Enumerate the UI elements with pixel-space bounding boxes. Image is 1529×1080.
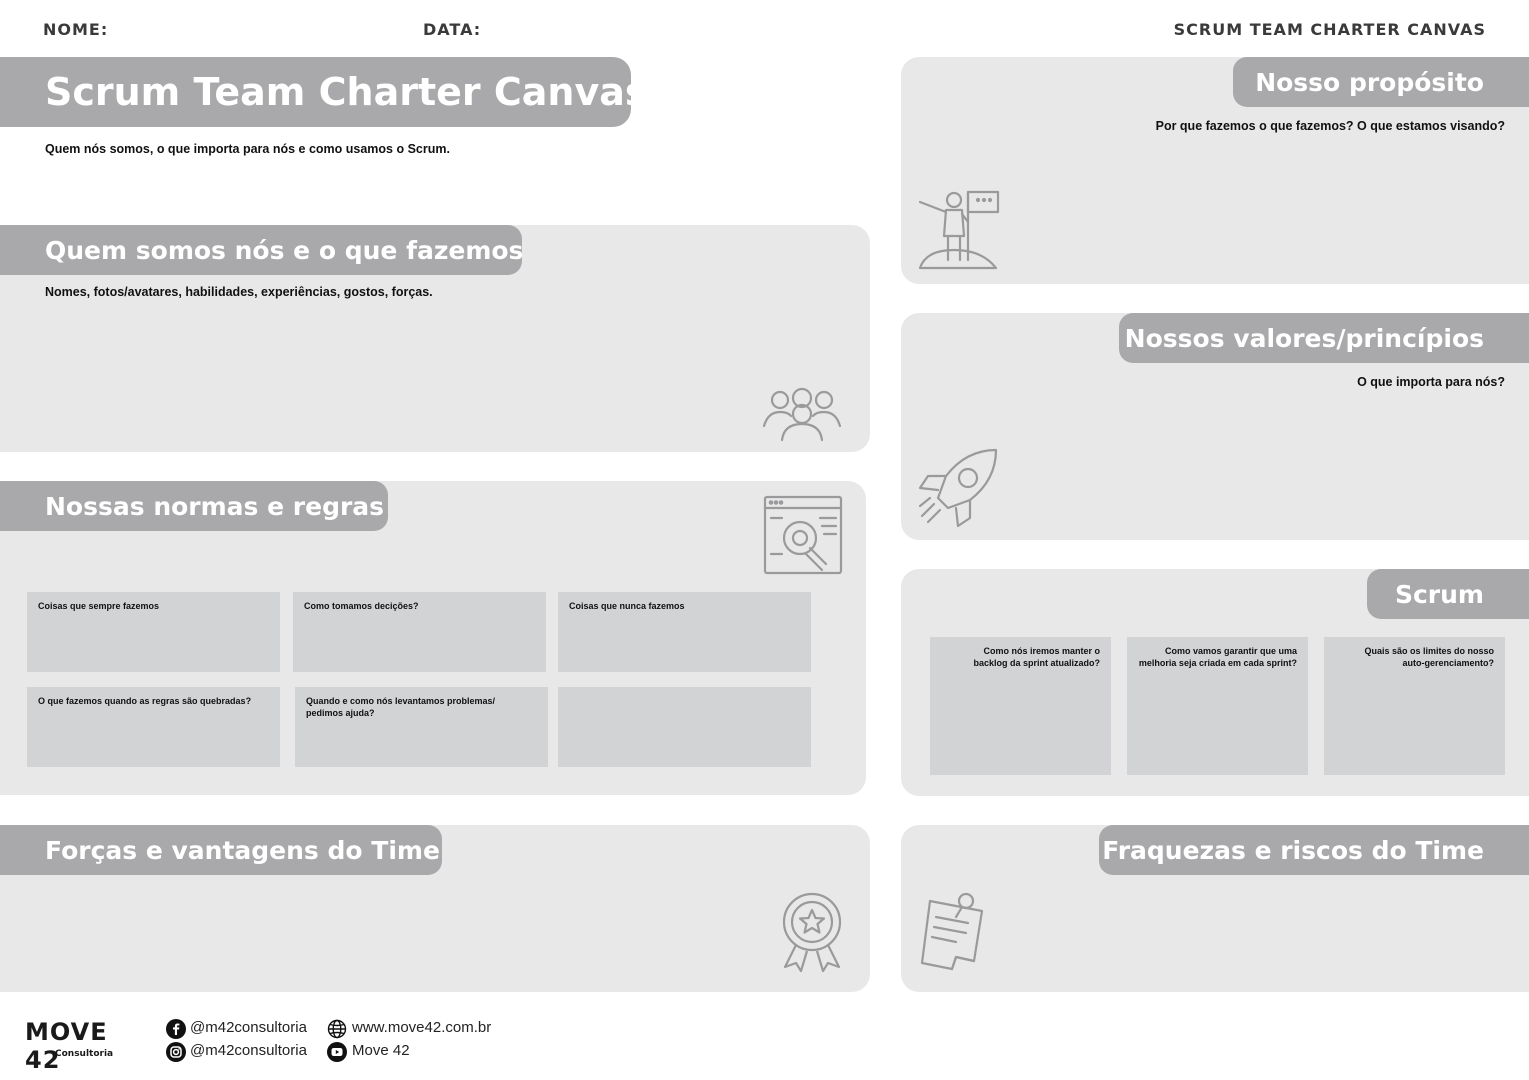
facebook-icon[interactable] <box>166 1019 186 1039</box>
normas-box-empty[interactable] <box>558 687 811 767</box>
proposito-description: Por que fazemos o que fazemos? O que estamos visando? <box>1155 119 1505 133</box>
forcas-heading: Forças e vantagens do Time <box>0 825 442 875</box>
data-label: DATA: <box>423 20 482 39</box>
instagram-handle[interactable]: @m42consultoria <box>190 1042 307 1059</box>
valores-heading: Nossos valores/princípios <box>1119 313 1529 363</box>
settings-webpage-icon <box>762 494 844 576</box>
scrum-box-melhoria[interactable]: Como vamos garantir que uma melhoria seja criada em cada sprint? <box>1127 637 1308 775</box>
person-flag-icon <box>916 188 1000 270</box>
normas-box-sempre[interactable]: Coisas que sempre fazemos <box>27 592 280 672</box>
normas-box-problemas[interactable]: Quando e como nós levantamos problemas/ pedimos ajuda? <box>295 687 548 767</box>
scrum-box-backlog[interactable]: Como nós iremos manter o backlog da sprint atualizado? <box>930 637 1111 775</box>
website-link[interactable]: www.move42.com.br <box>352 1019 492 1036</box>
logo-text: MOVE 42 <box>25 1018 108 1074</box>
normas-box-decisoes[interactable]: Como tomamos decições? <box>293 592 546 672</box>
normas-heading: Nossas normas e regras <box>0 481 388 531</box>
normas-box-nunca[interactable]: Coisas que nunca fazemos <box>558 592 811 672</box>
proposito-heading: Nosso propósito <box>1233 57 1529 107</box>
rocket-icon <box>916 446 1000 530</box>
youtube-icon[interactable] <box>327 1042 347 1062</box>
scrum-box-limites[interactable]: Quais são os limites do nosso auto-gerenciamento? <box>1324 637 1505 775</box>
brand-logo <box>25 1018 145 1074</box>
logo-subtitle: Consultoria <box>55 1049 114 1059</box>
quem-somos-description: Nomes, fotos/avatares, habilidades, experiências, gostos, forças. <box>45 285 433 299</box>
valores-description: O que importa para nós? <box>1357 375 1505 389</box>
facebook-handle[interactable]: @m42consultoria <box>190 1019 307 1036</box>
pinned-note-icon <box>916 891 986 973</box>
team-people-icon <box>760 386 844 442</box>
normas-box-quebradas[interactable]: O que fazemos quando as regras são quebradas? <box>27 687 280 767</box>
quem-somos-heading: Quem somos nós e o que fazemos <box>0 225 522 275</box>
globe-icon[interactable] <box>327 1019 347 1039</box>
page-title: Scrum Team Charter Canvas <box>0 57 631 127</box>
canvas-label: SCRUM TEAM CHARTER CANVAS <box>1173 20 1486 39</box>
nome-label: NOME: <box>43 20 109 39</box>
youtube-channel[interactable]: Move 42 <box>352 1042 410 1059</box>
scrum-heading: Scrum <box>1367 569 1529 619</box>
page-subtitle: Quem nós somos, o que importa para nós e como usamos o Scrum. <box>45 142 450 156</box>
award-ribbon-icon <box>781 891 843 973</box>
instagram-icon[interactable] <box>166 1042 186 1062</box>
fraquezas-heading: Fraquezas e riscos do Time <box>1099 825 1529 875</box>
